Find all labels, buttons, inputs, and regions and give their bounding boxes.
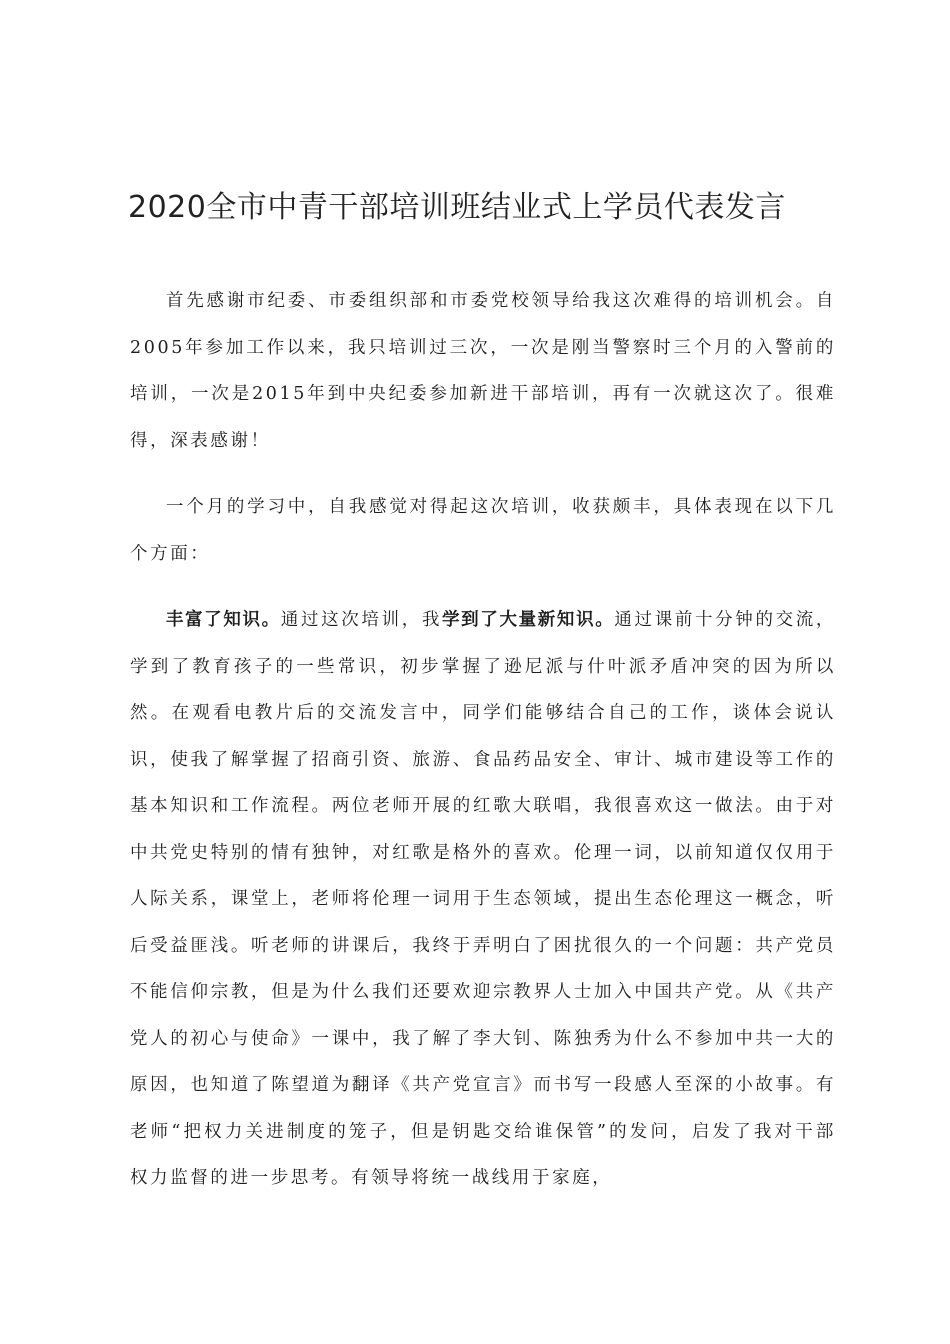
- document-title: 2020全市中青干部培训班结业式上学员代表发言: [128, 190, 786, 225]
- bold-heading-knowledge: 丰富了知识。: [165, 610, 281, 630]
- paragraph-harvest-intro: 一个月的学习中，自我感觉对得起这次培训，收获颇丰，具体表现在以下几个方面：: [130, 497, 836, 564]
- paragraph-knowledge-lead: 通过这次培训，我: [280, 610, 443, 630]
- bold-phrase-new-knowledge: 学到了大量新知识。: [442, 610, 615, 630]
- paragraph-knowledge: [130, 597, 836, 1202]
- paragraph-gratitude: 首先感谢市纪委、市委组织部和市委党校领导给我这次难得的培训机会。自2005年参加工作以来，我只培训过三次，一次是刚当警察时三个月的入警前的培训，一次是2015年到中央纪委参加新进干部培训，再有一次就这次了。很难得，深表感谢！: [130, 291, 836, 451]
- paragraph-knowledge-body: 通过课前十分钟的交流，学到了教育孩子的一些常识，初步掌握了逊尼派与什叶派矛盾冲突的因为所以然。在观看电教片后的交流发言中，同学们能够结合自己的工作，谈体会说认识，使我了解掌握了招商引资、旅游、食品药品安全、审计、城市建设等工作的基本知识和工作流程。两位老师开展的红歌大联唱，我很喜欢这一做法。由于对中共党史特别的情有独钟，对红歌是格外的喜欢。伦理一词，以前知道仅仅用于人际关系，课堂上，老师将伦理一词用于生态领域，提出生态伦理这一概念，听后受益匪浅。听老师的讲课后，我终于弄明白了困扰很久的一个问题：共产党员不能信仰宗教，但是为什么我们还要欢迎宗教界人士加入中国共产党。从《共产党人的初心与使命》一课中，我了解了李大钊、陈独秀为什么不参加中共一大的原因，也知道了陈望道为翻译《共产党宣言》而书写一段感人至深的小故事。有老师“把权力关进制度的笼子，但是钥匙交给谁保管”的发问，启发了我对干部权力监督的进一步思考。有领导将统一战线用于家庭，: [130, 610, 837, 1188]
- document-body: [130, 278, 836, 1202]
